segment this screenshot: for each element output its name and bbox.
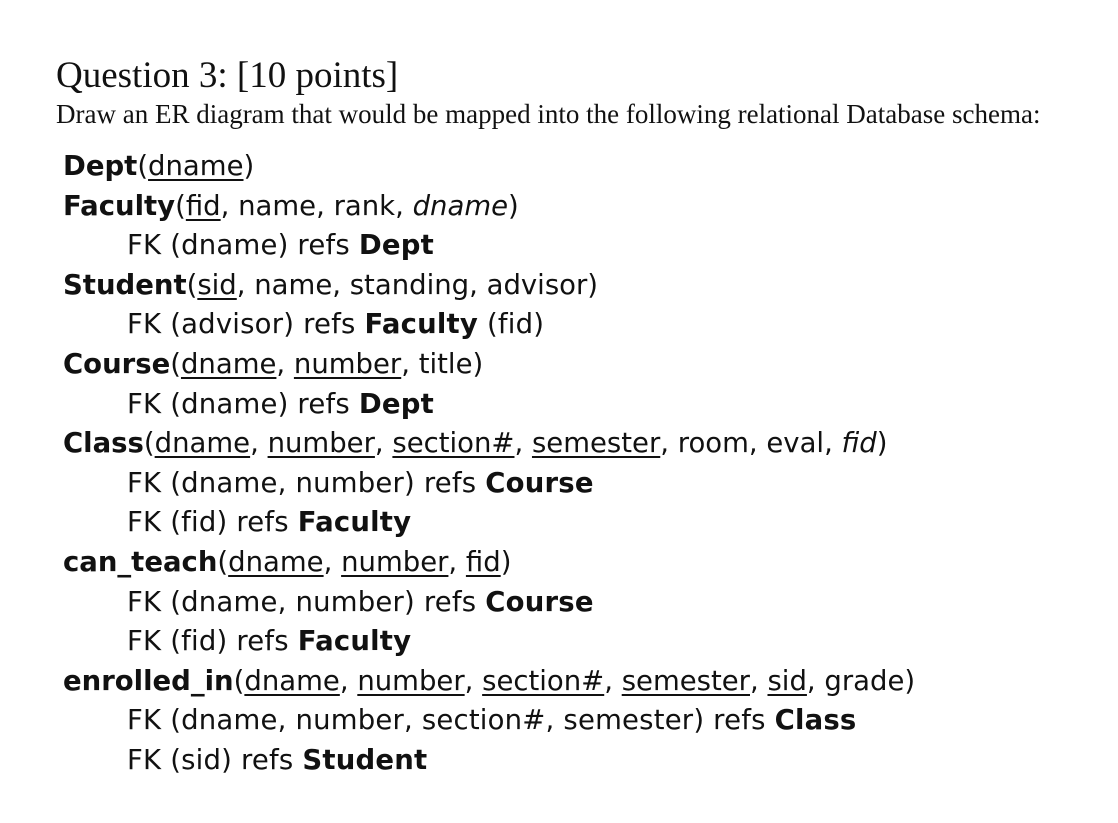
fk-text: FK (fid) refs	[127, 625, 289, 658]
attribute: title	[418, 347, 473, 380]
attribute: standing	[349, 268, 470, 301]
foreign-key-line	[63, 583, 915, 623]
question-prompt: Draw an ER diagram that would be mapped into the following relational Database schema:	[56, 99, 1041, 129]
key-attribute: sid	[767, 664, 807, 697]
relation-name: Student	[63, 268, 187, 301]
fk-text: FK (dname, number, section#, semester) refs	[127, 704, 766, 737]
fk-target: Course	[485, 466, 594, 499]
fk-target: Class	[774, 704, 857, 737]
relation-name: can_teach	[63, 545, 218, 578]
foreign-key-line	[63, 622, 915, 662]
attribute: name	[238, 189, 317, 222]
fk-target: Faculty	[297, 506, 412, 539]
relation-dept: Dept(dname)	[63, 150, 255, 182]
key-attribute: dname	[228, 545, 324, 578]
foreign-key-line	[63, 701, 915, 741]
fk-text: FK (dname) refs	[127, 229, 350, 262]
fk-target: Dept	[358, 387, 434, 420]
relation-name: Dept	[63, 150, 138, 182]
relational-schema	[63, 147, 915, 781]
fk-text: FK (fid) refs	[127, 506, 289, 539]
attribute: name	[254, 268, 333, 301]
key-attribute: dname	[154, 427, 251, 460]
foreign-key-line	[63, 305, 915, 345]
attribute: eval	[766, 427, 825, 460]
key-attribute: section#	[482, 664, 605, 697]
relation-class: Class(dname, number, section#, semester, room, eval, fid)	[63, 427, 888, 460]
fk-target: Student	[302, 743, 428, 776]
foreign-key-line	[63, 385, 915, 425]
key-attribute: dname	[180, 347, 277, 380]
fk-target: Faculty	[364, 308, 478, 341]
relation-can-teach: can_teach(dname, number, fid)	[63, 545, 512, 578]
key-attribute: dname	[148, 150, 244, 182]
key-attribute: fid	[465, 545, 501, 578]
foreign-key-line	[63, 226, 915, 266]
key-attribute: number	[357, 664, 465, 697]
attribute: advisor	[486, 268, 588, 301]
relation-faculty: Faculty(fid, name, rank, dname)	[63, 189, 519, 222]
relation-name: Course	[63, 347, 171, 380]
relation-course: Course(dname, number, title)	[63, 347, 484, 380]
attribute: grade	[824, 664, 905, 697]
relation-name: Faculty	[63, 189, 176, 222]
foreign-key-attribute: dname	[412, 189, 509, 222]
key-attribute: semester	[531, 427, 661, 460]
fk-text: FK (sid) refs	[127, 743, 294, 776]
attribute: rank	[333, 189, 396, 222]
fk-text: FK (dname, number) refs	[127, 466, 477, 499]
key-attribute: section#	[392, 427, 515, 460]
foreign-key-line	[63, 503, 915, 543]
fk-suffix: (fid)	[486, 308, 545, 341]
fk-target: Faculty	[297, 625, 412, 658]
key-attribute: fid	[185, 189, 221, 222]
foreign-key-line	[63, 741, 915, 781]
relation-student: Student(sid, name, standing, advisor)	[63, 268, 599, 301]
key-attribute: number	[293, 347, 402, 380]
fk-text: FK (dname) refs	[127, 387, 350, 420]
fk-target: Course	[485, 585, 594, 618]
foreign-key-line	[63, 464, 915, 504]
key-attribute: number	[267, 427, 375, 460]
fk-text: FK (advisor) refs	[127, 308, 356, 341]
relation-name: Class	[63, 427, 144, 460]
key-attribute: dname	[244, 664, 340, 697]
key-attribute: sid	[197, 268, 237, 301]
question-title: Question 3: [10 points]	[56, 55, 399, 96]
key-attribute: number	[341, 545, 449, 578]
foreign-key-attribute: fid	[841, 427, 877, 460]
key-attribute: semester	[621, 664, 750, 697]
attribute: room	[677, 427, 749, 460]
fk-target: Dept	[358, 229, 434, 262]
relation-name: enrolled_in	[63, 664, 234, 697]
relation-enrolled-in: enrolled_in(dname, number, section#, semester, sid, grade)	[63, 664, 916, 697]
fk-text: FK (dname, number) refs	[127, 585, 477, 618]
